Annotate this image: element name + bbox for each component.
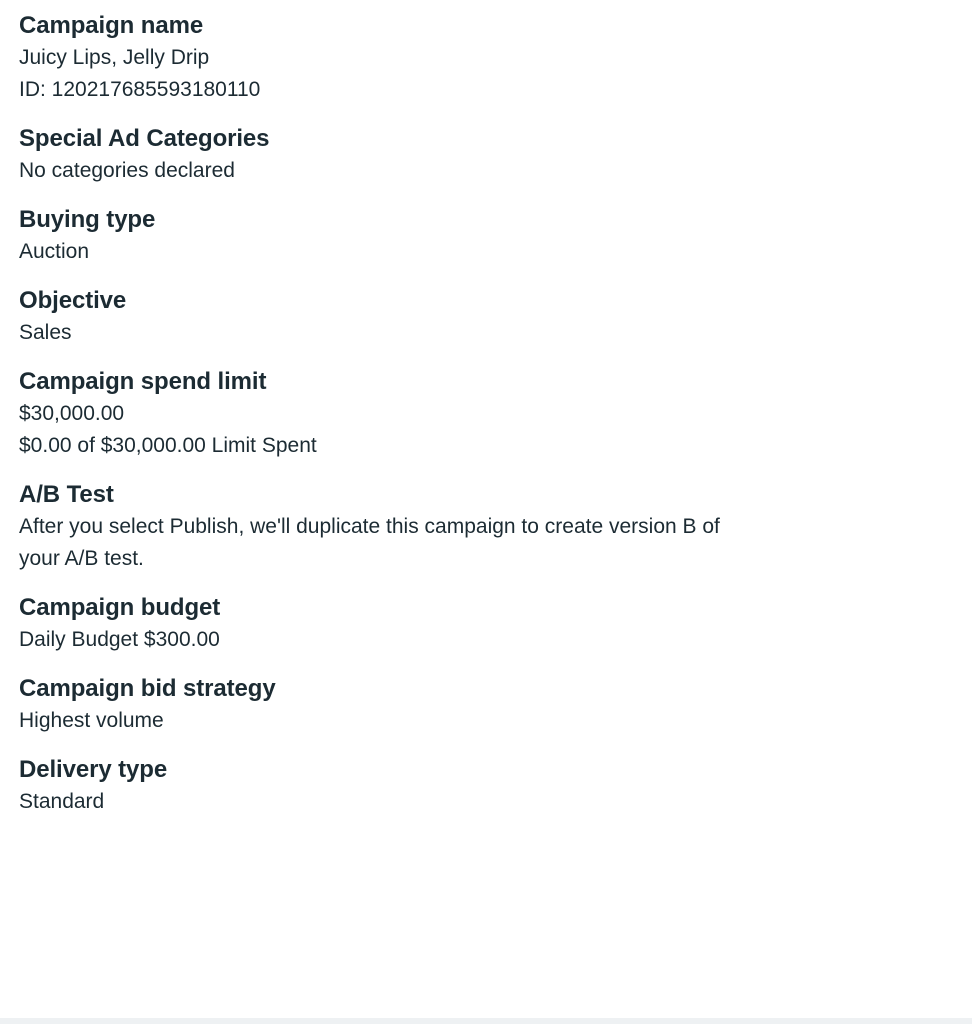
campaign-bid-strategy-value: Highest volume (19, 709, 164, 732)
campaign-spend-limit-section (19, 366, 972, 462)
delivery-type-value: Standard (19, 790, 105, 813)
objective-heading: Objective (19, 287, 127, 314)
objective-value: Sales (19, 321, 72, 344)
campaign-bid-strategy-heading: Campaign bid strategy (19, 675, 276, 702)
special-ad-categories-heading: Special Ad Categories (19, 125, 270, 152)
campaign-bid-strategy-section (19, 673, 972, 737)
special-ad-categories-value: No categories declared (19, 159, 235, 182)
ab-test-section (19, 479, 972, 575)
campaign-name-heading: Campaign name (19, 12, 204, 39)
bottom-divider (0, 1018, 972, 1024)
buying-type-heading: Buying type (19, 206, 156, 233)
delivery-type-heading: Delivery type (19, 756, 168, 783)
objective-section (19, 285, 972, 349)
campaign-budget-section (19, 592, 972, 656)
ab-test-description-line-1: After you select Publish, we'll duplicate this campaign to create version B of (19, 515, 720, 538)
buying-type-value: Auction (19, 240, 90, 263)
campaign-spend-limit-heading: Campaign spend limit (19, 368, 267, 395)
ab-test-description-line-2: your A/B test. (19, 547, 144, 570)
campaign-name-value: Juicy Lips, Jelly Drip (19, 46, 210, 69)
campaign-spend-limit-value: $30,000.00 (19, 402, 125, 425)
campaign-budget-value: Daily Budget $300.00 (19, 628, 220, 651)
campaign-spend-limit-progress: $0.00 of $30,000.00 Limit Spent (19, 434, 317, 457)
delivery-type-section (19, 754, 972, 818)
special-ad-categories-section (19, 123, 972, 187)
ab-test-heading: A/B Test (19, 481, 114, 508)
campaign-name-section (19, 10, 972, 106)
campaign-id-value: ID: 120217685593180110 (19, 78, 261, 101)
campaign-budget-heading: Campaign budget (19, 594, 221, 621)
buying-type-section (19, 204, 972, 268)
